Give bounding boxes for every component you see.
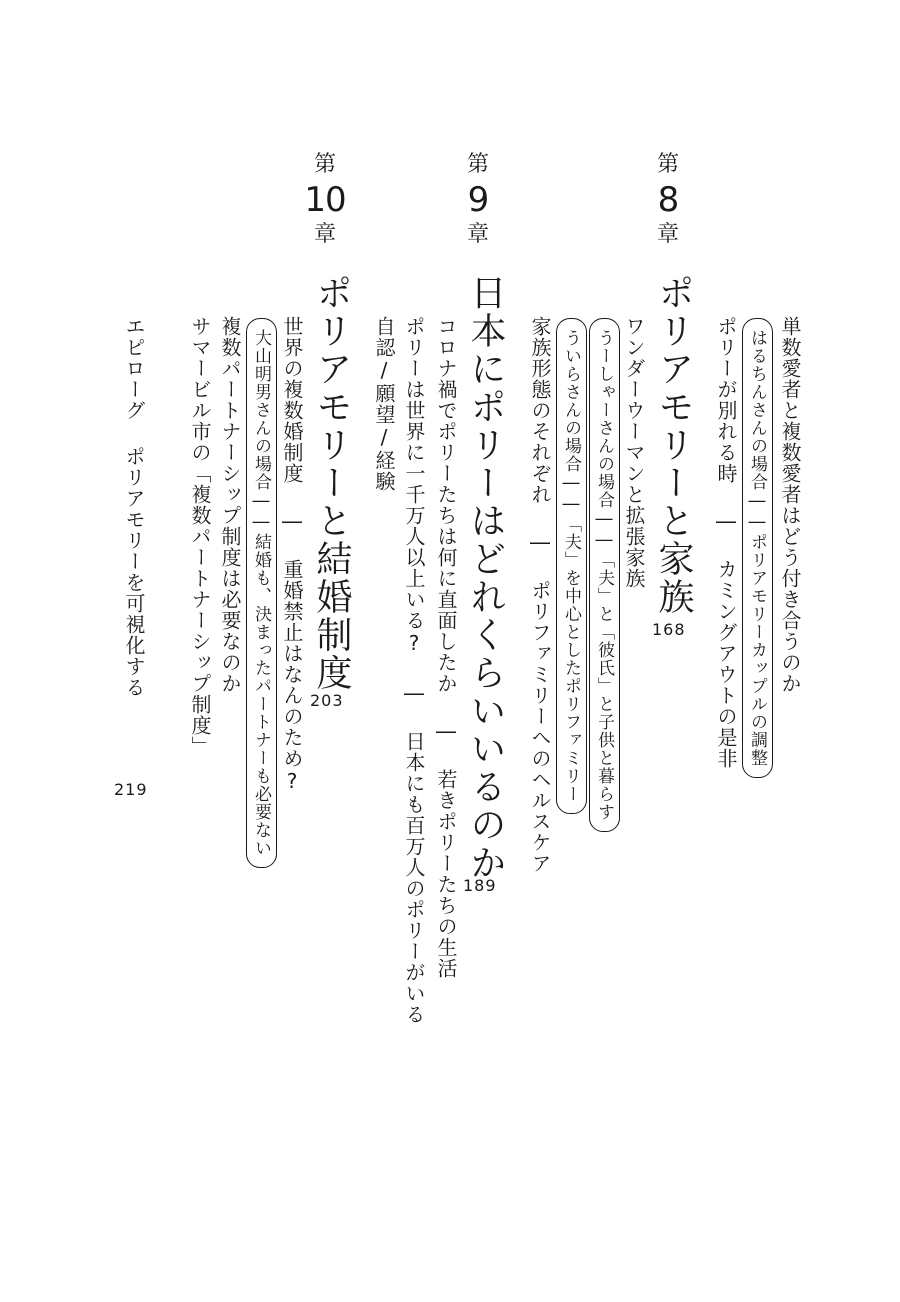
chapter-9-page: 189 xyxy=(463,876,497,895)
chapter-9-number xyxy=(448,152,508,248)
case-section: 大山明男さんの場合――結婚も、決まったパートナーも必要ない xyxy=(246,318,277,868)
toc-section: 単数愛者と複数愛者はどう付き合うのか xyxy=(778,316,802,694)
chapter-8-page: 168 xyxy=(652,620,686,639)
toc-section: コロナ禍でポリーたちは何に直面したか ― 若きポリーたちの生活 xyxy=(434,316,458,979)
case-section: ういらさんの場合――「夫」を中心としたポリファミリー xyxy=(556,318,587,814)
toc-section: ポリーが別れる時 ― カミングアウトの是非 xyxy=(714,316,738,769)
toc-section: サマービル市の「複数パートナーシップ制度」 xyxy=(188,316,212,757)
chapter-number: 9 xyxy=(467,180,489,220)
toc-section: 自認/願望/経験 xyxy=(372,316,396,492)
toc-section: 世界の複数婚制度 ― 重婚禁止はなんのため? xyxy=(280,316,304,794)
chapter-number: 10 xyxy=(304,180,346,220)
toc-section: ワンダーウーマンと拡張家族 xyxy=(622,316,646,589)
chapter-prefix: 第 xyxy=(656,152,679,177)
case-section: うーしゃーさんの場合――「夫」と「彼氏」と子供と暮らす xyxy=(589,318,620,832)
chapter-8-title: ポリアモリーと家族 xyxy=(653,274,694,616)
chapter-10-title: ポリアモリーと結婚制度 xyxy=(311,274,352,692)
toc-section: 家族形態のそれぞれ ― ポリファミリーへのヘルスケア xyxy=(528,316,552,874)
chapter-9-title: 日本にポリーはどれくらいいるのか xyxy=(465,274,506,882)
epilogue-title: エピローグ ポリアモリーを可視化する xyxy=(122,316,146,698)
chapter-8-number xyxy=(638,152,698,248)
epilogue-page: 219 xyxy=(114,780,148,799)
chapter-number: 8 xyxy=(657,180,679,220)
chapter-prefix: 第 xyxy=(466,152,489,177)
chapter-suffix: 章 xyxy=(466,222,489,247)
chapter-10-number xyxy=(295,152,355,248)
toc-section: 複数パートナーシップ制度は必要なのか xyxy=(218,316,242,694)
chapter-suffix: 章 xyxy=(313,222,336,247)
chapter-prefix: 第 xyxy=(313,152,336,177)
chapter-suffix: 章 xyxy=(656,222,679,247)
toc-section: ポリーは世界に一千万人以上いる? ― 日本にも百万人のポリーがいる xyxy=(402,316,426,1025)
chapter-10-page: 203 xyxy=(310,691,344,710)
case-section: はるちんさんの場合――ポリアモリーカップルの調整 xyxy=(742,318,773,778)
